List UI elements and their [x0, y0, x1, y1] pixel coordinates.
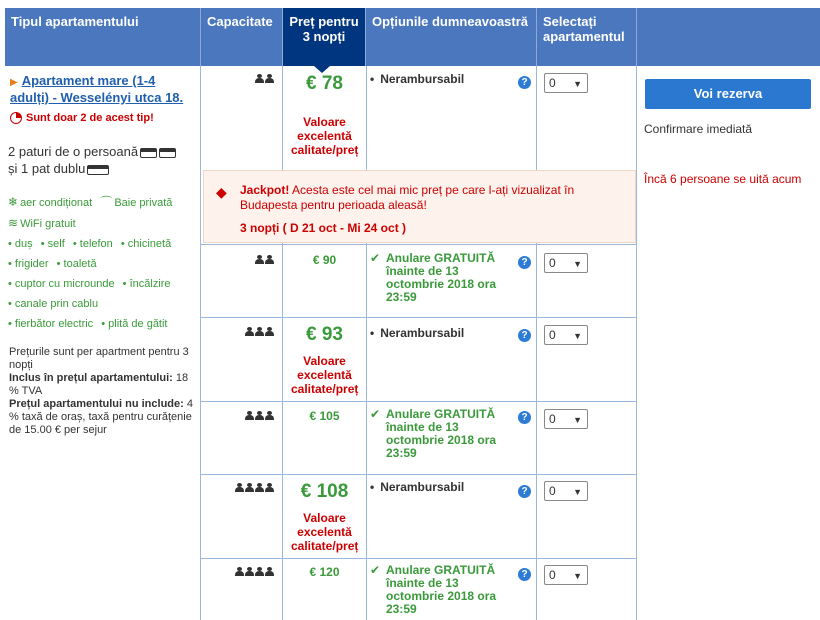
facility-item: • cuptor cu microunde: [8, 278, 115, 290]
notes-intro: Prețurile sunt per apartment pentru 3 nopți: [9, 346, 189, 371]
person-icon: [265, 74, 274, 83]
help-icon[interactable]: ?: [518, 485, 531, 498]
row-divider: [200, 558, 637, 559]
capacity-cell: [205, 409, 275, 423]
apartment-title-text[interactable]: Apartament mare (1-4 adulți) - Wesselényi utca 18.: [10, 73, 184, 105]
chevron-down-icon: ▼: [573, 79, 582, 89]
option-nonrefundable: • Nerambursabil: [370, 481, 505, 494]
price-notes: [9, 346, 197, 437]
apartment-title-link[interactable]: [10, 73, 195, 105]
facility-item: • fierbător electric: [8, 318, 94, 330]
check-icon: ✔: [370, 407, 381, 421]
jackpot-text: Jackpot! Acesta este cel mai mic preț pe care l-ați vizualizat în Budapesta pentru perioada aleasă!: [240, 183, 575, 212]
person-icon: [265, 255, 274, 264]
capacity-cell: [205, 481, 275, 495]
snowflake-icon: ❄: [8, 195, 19, 209]
person-icon: [255, 74, 264, 83]
person-icon: [245, 411, 254, 420]
price-cell: € 105: [309, 409, 340, 423]
value-badge: Valoare excelentă calitate/preț: [291, 511, 359, 553]
chevron-down-icon: ▼: [573, 331, 582, 341]
person-icon: [235, 567, 244, 576]
beds-double-text: și 1 pat dublu: [8, 161, 86, 176]
single-bed-icon: [159, 148, 176, 158]
people-watching-text: Încă 6 persoane se uită acum: [644, 172, 802, 186]
jackpot-banner: [203, 170, 636, 243]
room-count-select[interactable]: 0 ▼: [544, 253, 588, 273]
facility-item: • plită de gătit: [101, 318, 168, 330]
grid-line: [536, 66, 537, 620]
capacity-cell: [205, 325, 275, 339]
chevron-down-icon: ▼: [573, 571, 582, 581]
row-divider: [200, 474, 637, 475]
single-bed-icon: [140, 148, 157, 158]
help-icon[interactable]: ?: [518, 256, 531, 269]
bed-config: [8, 143, 198, 177]
grid-line: [366, 66, 367, 620]
row-divider: [200, 401, 637, 402]
price-cell: € 78: [306, 73, 343, 94]
book-button[interactable]: Voi rezerva: [645, 79, 811, 109]
facility-item: • telefon: [72, 238, 113, 250]
person-icon: [265, 327, 274, 336]
person-icon: [245, 567, 254, 576]
capacity-cell: [205, 253, 275, 267]
facility-item: • self: [40, 238, 65, 250]
notes-included: Inclus în prețul apartamentului: 18 % TVA: [9, 372, 189, 397]
facility-item: • chicinetă: [120, 238, 172, 250]
price-cell: € 120: [309, 565, 340, 579]
value-badge: Valoare excelentă calitate/preț: [291, 354, 359, 396]
facilities-list: [8, 192, 203, 334]
room-count-select[interactable]: 0 ▼: [544, 409, 588, 429]
price-cell: € 90: [312, 253, 337, 267]
person-icon: [265, 483, 274, 492]
capacity-cell: [205, 565, 275, 579]
room-count-select[interactable]: 0 ▼: [544, 481, 588, 501]
price-tag-icon: ◆: [216, 184, 227, 200]
header-select: Selectați apartamentul: [537, 8, 637, 66]
option-free-cancel: ✔ Anulare GRATUITĂ înainte de 13 octombrie 2018 ora 23:59: [370, 563, 497, 616]
option-nonrefundable: • Nerambursabil: [370, 327, 505, 340]
header-capacity: Capacitate: [201, 8, 283, 66]
beds-single-text: 2 paturi de o persoană: [8, 144, 139, 159]
grid-line: [636, 66, 637, 620]
clock-pie-icon: [10, 112, 22, 124]
person-icon: [255, 327, 264, 336]
option-nonrefundable: • Nerambursabil: [370, 73, 505, 86]
header-price: Preț pentru 3 nopți: [283, 8, 366, 66]
chevron-down-icon: ▼: [573, 487, 582, 497]
person-icon: [255, 483, 264, 492]
room-count-select[interactable]: 0 ▼: [544, 73, 588, 93]
help-icon[interactable]: ?: [518, 568, 531, 581]
facility-item: • toaletă: [56, 258, 97, 270]
shower-icon: ⌒: [100, 195, 113, 209]
price-cell: € 108: [300, 481, 349, 502]
capacity-cell: [205, 72, 275, 86]
help-icon[interactable]: ?: [518, 76, 531, 89]
row-divider: [200, 244, 637, 245]
help-icon[interactable]: ?: [518, 329, 531, 342]
double-bed-icon: [87, 165, 109, 175]
grid-line: [200, 66, 201, 620]
facility-item: • duș: [8, 238, 33, 250]
header-book: [637, 8, 820, 66]
price-cell: € 93: [306, 324, 343, 345]
sort-arrow-icon: [314, 66, 330, 73]
person-icon: [245, 327, 254, 336]
facility-item: • canale prin cablu: [8, 298, 99, 310]
wifi-icon: ≋: [8, 216, 19, 230]
check-icon: ✔: [370, 563, 381, 577]
triangle-right-icon: ▶: [10, 77, 18, 88]
person-icon: [255, 567, 264, 576]
person-icon: [245, 483, 254, 492]
header-type: Tipul apartamentului: [5, 8, 201, 66]
scarcity-text: Sunt doar 2 de acest tip!: [26, 112, 154, 124]
person-icon: [265, 411, 274, 420]
option-free-cancel: ✔ Anulare GRATUITĂ înainte de 13 octombrie 2018 ora 23:59: [370, 407, 497, 460]
value-badge: Valoare excelentă calitate/preț: [291, 115, 359, 157]
facility-item: ≋ WiFi gratuit: [8, 216, 76, 230]
facility-item: ⌒ Baie privată: [100, 195, 173, 209]
person-icon: [265, 567, 274, 576]
person-icon: [255, 255, 264, 264]
person-icon: [235, 483, 244, 492]
facility-item: ❄ aer condiționat: [8, 195, 93, 209]
header-options: Opțiunile dumneavoastră: [366, 8, 537, 66]
chevron-down-icon: ▼: [573, 259, 582, 269]
scarcity-notice: [10, 112, 154, 124]
option-free-cancel: ✔ Anulare GRATUITĂ înainte de 13 octombrie 2018 ora 23:59: [370, 251, 497, 304]
room-count-select[interactable]: 0 ▼: [544, 325, 588, 345]
person-icon: [255, 411, 264, 420]
check-icon: ✔: [370, 251, 381, 265]
help-icon[interactable]: ?: [518, 411, 531, 424]
notes-excluded: Prețul apartamentului nu include: 4 % taxă de oraș, taxă pentru curățenie de 15.00 € per sejur: [9, 398, 193, 436]
row-divider: [200, 317, 637, 318]
facility-item: • încălzire: [122, 278, 171, 290]
room-count-select[interactable]: 0 ▼: [544, 565, 588, 585]
instant-confirmation-text: Confirmare imediată: [644, 122, 753, 136]
jackpot-nights: 3 nopți ( D 21 oct - Mi 24 oct ): [240, 221, 407, 235]
chevron-down-icon: ▼: [573, 415, 582, 425]
facility-item: • frigider: [8, 258, 49, 270]
